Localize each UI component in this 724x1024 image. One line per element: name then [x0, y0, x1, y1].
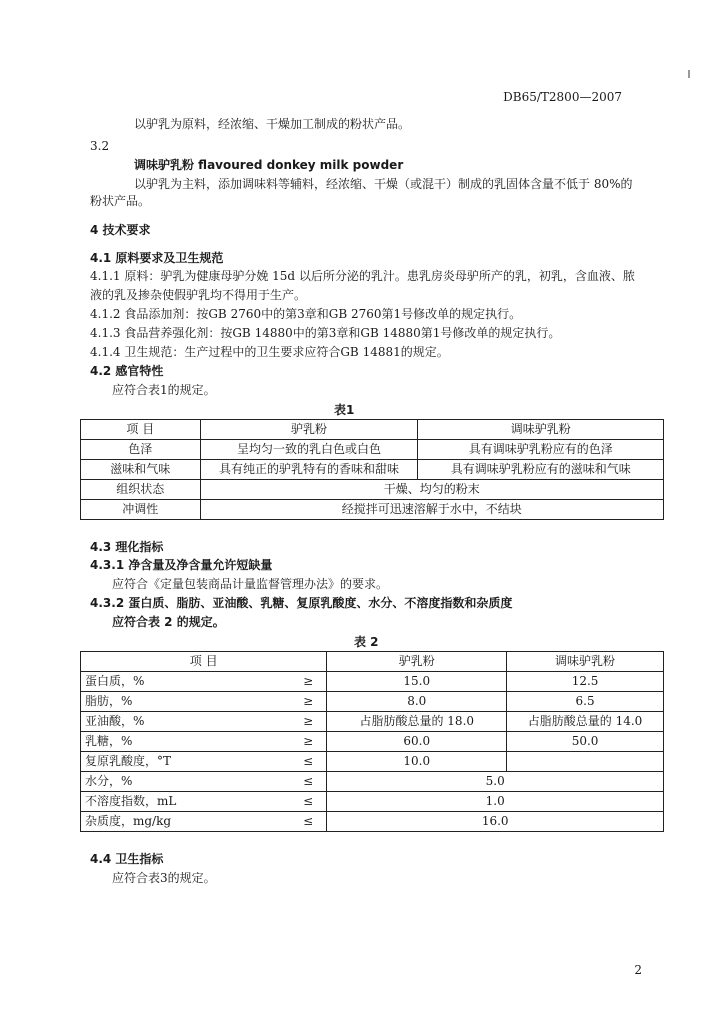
table-cell: 亚油酸，% [81, 712, 290, 732]
table2-caption: 表 2 [354, 635, 379, 649]
table-row [81, 672, 664, 692]
table-row [81, 480, 664, 500]
table-header-cell: 调味驴乳粉 [507, 652, 664, 672]
table-cell: ≥ [290, 692, 327, 712]
table-cell: 6.5 [507, 692, 664, 712]
section-3-2-term: 调味驴乳粉 flavoured donkey milk powder [134, 158, 404, 172]
table-cell: 杂质度，mg/kg [81, 812, 290, 832]
table-cell: ≤ [290, 772, 327, 792]
table-cell: 具有调味驴乳粉应有的滋味和气味 [418, 460, 664, 480]
table-row [81, 752, 664, 772]
section-3-2-definition-line2: 粉状产品。 [90, 194, 151, 208]
table-cell: 水分，% [81, 772, 290, 792]
table-row [81, 460, 664, 480]
section-4-2-title: 4.2 感官特性 [90, 364, 164, 378]
section-4-1-1-line2: 液的乳及掺杂使假驴乳均不得用于生产。 [90, 288, 307, 302]
table-header-cell: 调味驴乳粉 [418, 420, 664, 440]
table-cell: 复原乳酸度，°T [81, 752, 290, 772]
section-4-4-title: 4.4 卫生指标 [90, 852, 164, 866]
section-4-3-2-title: 4.3.2 蛋白质、脂肪、亚油酸、乳糖、复原乳酸度、水分、不溶度指数和杂质度 [90, 596, 513, 610]
table-cell: 经搅拌可迅速溶解于水中，不结块 [200, 500, 663, 520]
table-cell: 色泽 [81, 440, 201, 460]
table-cell: 蛋白质，% [81, 672, 290, 692]
table-cell: 60.0 [327, 732, 507, 752]
table-cell: 不溶度指数，mL [81, 792, 290, 812]
section-3-2-number: 3.2 [90, 139, 110, 153]
table-cell: 呈均匀一致的乳白色或白色 [200, 440, 418, 460]
table-cell: 脂肪，% [81, 692, 290, 712]
table-cell: 5.0 [327, 772, 664, 792]
table-header-cell: 项 目 [81, 420, 201, 440]
section-4-3-1-text: 应符合《定量包装商品计量监督管理办法》的要求。 [112, 577, 389, 591]
table-cell: 占脂肪酸总量的 14.0 [507, 712, 664, 732]
table-2-physicochemical [80, 651, 664, 832]
table-cell: ≤ [290, 752, 327, 772]
section-4-1-2: 4.1.2 食品添加剂：按GB 2760中的第3章和GB 2760第1号修改单的规定执行。 [90, 307, 522, 321]
table-cell: 乳糖，% [81, 732, 290, 752]
section-4-1-3: 4.1.3 食品营养强化剂：按GB 14880中的第3章和GB 14880第1号修改单的规定执行。 [90, 326, 561, 340]
table-cell: 组织状态 [81, 480, 201, 500]
table-cell: 冲调性 [81, 500, 201, 520]
table-header-cell: 驴乳粉 [327, 652, 507, 672]
intro-line: 以驴乳为原料，经浓缩、干燥加工制成的粉状产品。 [134, 117, 411, 131]
table-row [81, 652, 664, 672]
table-row [81, 732, 664, 752]
table-cell: 12.5 [507, 672, 664, 692]
table-1-sensory [80, 419, 664, 520]
table1-caption: 表1 [334, 403, 355, 417]
section-4-4-text: 应符合表3的规定。 [112, 871, 216, 885]
table-row [81, 420, 664, 440]
table-row [81, 792, 664, 812]
section-4-3-1-title: 4.3.1 净含量及净含量允许短缺量 [90, 558, 273, 572]
table-cell: ≤ [290, 792, 327, 812]
table-cell: 50.0 [507, 732, 664, 752]
scan-artifact [688, 70, 690, 78]
table-cell: 具有调味驴乳粉应有的色泽 [418, 440, 664, 460]
section-4-3-2-text: 应符合表 2 的规定。 [112, 615, 225, 629]
section-3-2-definition-line1: 以驴乳为主料，添加调味料等辅料，经浓缩、干燥（或混干）制成的乳固体含量不低于 80%的 [134, 177, 633, 191]
table-cell: ≥ [290, 712, 327, 732]
table-row [81, 440, 664, 460]
section-4-title: 4 技术要求 [90, 223, 151, 237]
table-cell: 具有纯正的驴乳特有的香味和甜味 [200, 460, 418, 480]
section-4-1-title: 4.1 原料要求及卫生规范 [90, 251, 224, 265]
doc-code-header: DB65/T2800—2007 [503, 90, 622, 104]
table-cell: ≤ [290, 812, 327, 832]
table-cell: 干燥、均匀的粉末 [200, 480, 663, 500]
section-4-1-4: 4.1.4 卫生规范：生产过程中的卫生要求应符合GB 14881的规定。 [90, 345, 449, 359]
table-cell: ≥ [290, 672, 327, 692]
table-row [81, 692, 664, 712]
section-4-2-text: 应符合表1的规定。 [112, 383, 216, 397]
table-cell [507, 752, 664, 772]
table-cell: 滋味和气味 [81, 460, 201, 480]
table-cell: 15.0 [327, 672, 507, 692]
table-cell: 10.0 [327, 752, 507, 772]
section-4-3-title: 4.3 理化指标 [90, 540, 164, 554]
table-cell: 1.0 [327, 792, 664, 812]
table-cell: 8.0 [327, 692, 507, 712]
table-row [81, 772, 664, 792]
table-cell: 占脂肪酸总量的 18.0 [327, 712, 507, 732]
page-number: 2 [634, 963, 642, 977]
table-row [81, 500, 664, 520]
table-header-cell: 项 目 [81, 652, 327, 672]
section-4-1-1-line1: 4.1.1 原料：驴乳为健康母驴分娩 15d 以后所分泌的乳汁。患乳房炎母驴所产的乳，初乳，含血液、脓 [90, 269, 635, 283]
table-row [81, 712, 664, 732]
table-cell: ≥ [290, 732, 327, 752]
table-header-cell: 驴乳粉 [200, 420, 418, 440]
table-cell: 16.0 [327, 812, 664, 832]
table-row [81, 812, 664, 832]
